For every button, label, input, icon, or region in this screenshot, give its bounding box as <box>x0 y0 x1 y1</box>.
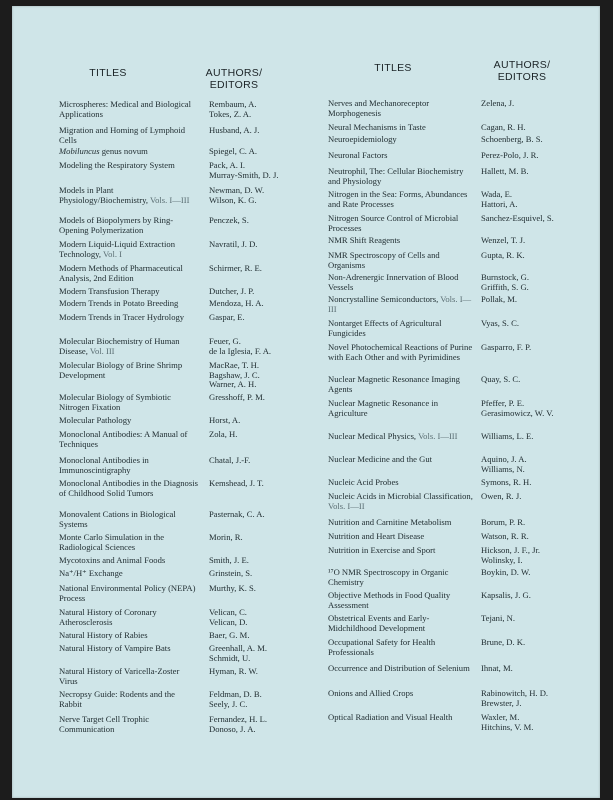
entry-title <box>59 337 199 356</box>
entry-title-text: Modern Trends in Potato Breeding <box>59 298 179 308</box>
entry-title-text: NMR Spectroscopy of Cells and Organisms <box>328 250 440 270</box>
entry-authors: Fernandez, H. L. Donoso, J. A. <box>209 714 267 734</box>
entry-title <box>328 455 474 465</box>
entry-authors: Wada, E. Hattori, A. <box>481 189 518 209</box>
entry-title <box>328 532 474 542</box>
entry-title-text: Nuclear Medical Physics, <box>328 431 417 441</box>
entry-authors: Gresshoff, P. M. <box>209 392 265 402</box>
entry-title <box>59 584 199 603</box>
entry-authors: Tejani, N. <box>481 613 516 623</box>
entry-title-text: Nucleic Acid Probes <box>328 477 399 487</box>
entry-title-text: Neuronal Factors <box>328 150 388 160</box>
entry-title-text: Nutrition and Carnitine Metabolism <box>328 517 452 527</box>
entry-title-text: Nuclear Magnetic Resonance in Agriculture <box>328 398 439 418</box>
entry-title-text: Monoclonal Antibodies in the Diagnosis of Childhood Solid Tumors <box>59 478 198 498</box>
entry-title-text: Objective Methods in Food Quality Assessment <box>328 590 451 610</box>
entry-title-text: Nitrogen Source Control of Microbial Processes <box>328 213 459 233</box>
entry-title-text: Modern Trends in Tracer Hydrology <box>59 312 185 322</box>
entry-title-text: Nuclear Medicine and the Gut <box>328 454 433 464</box>
entry-title <box>59 456 199 475</box>
entry-title <box>328 432 474 442</box>
entry-title <box>328 214 474 233</box>
entry-title <box>59 510 199 529</box>
entry-title <box>59 631 199 641</box>
entry-title-text: Models in Plant Physiology/Biochemistry, <box>59 185 148 205</box>
entry-title-text: Modern Liquid-Liquid Extraction Technology, <box>59 239 175 259</box>
entry-title-text: Nitrogen in the Sea: Forms, Abundances and Rate Processes <box>328 189 468 209</box>
entry-title-text: Molecular Pathology <box>59 415 132 425</box>
left-column <box>12 6 308 798</box>
entry-authors: Dutcher, J. P. <box>209 286 255 296</box>
entry-title <box>59 161 199 171</box>
entry-authors: Gasparro, F. P. <box>481 342 532 352</box>
left-authors-header: AUTHORS/ EDITORS <box>205 67 263 91</box>
entry-title <box>328 492 474 511</box>
entry-title <box>59 393 199 412</box>
entry-title-text: Nerves and Mechanoreceptor Morphogenesis <box>328 98 430 118</box>
entry-authors: Kapsalis, J. G. <box>481 590 531 600</box>
entry-authors: Pack, A. I. Murray-Smith, D. J. <box>209 160 279 180</box>
entry-title-text: Monoclonal Antibodies in Immunoscintigraphy <box>59 455 149 475</box>
entry-title <box>328 167 474 186</box>
entry-title <box>59 186 199 205</box>
entry-title-text: Na⁺/H⁺ Exchange <box>59 568 123 578</box>
entry-authors: Schirmer, R. E. <box>209 263 262 273</box>
right-titles-header: TITLES <box>374 62 412 74</box>
entry-title <box>59 100 199 119</box>
entry-title <box>328 123 474 133</box>
entry-authors: Grinstein, S. <box>209 568 253 578</box>
entry-title <box>59 608 199 627</box>
entry-title <box>328 135 474 145</box>
entry-title <box>59 313 199 323</box>
entry-title <box>328 518 474 528</box>
entry-title <box>59 430 199 449</box>
entry-authors: Greenhall, A. M. Schmidt, U. <box>209 643 267 663</box>
entry-title <box>59 126 199 145</box>
entry-title-text: Noncrystalline Semiconductors, <box>328 294 439 304</box>
entry-authors: Quay, S. C. <box>481 374 521 384</box>
entry-title <box>328 236 474 246</box>
entry-title <box>328 295 474 314</box>
entry-title-text: Neural Mechanisms in Taste <box>328 122 426 132</box>
entry-title-text: Non-Adrenergic Innervation of Blood Vessels <box>328 272 459 292</box>
entry-authors: Williams, L. E. <box>481 431 534 441</box>
entry-authors: Husband, A. J. <box>209 125 260 135</box>
entry-authors: Newman, D. W. Wilson, K. G. <box>209 185 265 205</box>
entry-title <box>59 479 199 498</box>
left-titles-header: TITLES <box>89 67 127 79</box>
entry-title <box>59 416 199 426</box>
entry-authors: Pfeffer, P. E. Gerasimowicz, W. V. <box>481 398 554 418</box>
entry-authors: Chatal, J.-F. <box>209 455 251 465</box>
entry-authors: Hyman, R. W. <box>209 666 258 676</box>
entry-authors: Pollak, M. <box>481 294 518 304</box>
entry-authors: Murthy, K. S. <box>209 583 256 593</box>
entry-title-text: Monte Carlo Simulation in the Radiological Sciences <box>59 532 165 552</box>
entry-authors: Perez-Polo, J. R. <box>481 150 539 160</box>
entry-title <box>59 569 199 579</box>
entry-title <box>328 343 474 362</box>
entry-title-text: Optical Radiation and Visual Health <box>328 712 453 722</box>
entry-title-text: ¹⁷O NMR Spectroscopy in Organic Chemistry <box>328 567 449 587</box>
entry-title-text: Models of Biopolymers by Ring-Opening Polymerization <box>59 215 174 235</box>
entry-authors: Velican, C. Velican, D. <box>209 607 248 627</box>
entry-title <box>328 664 474 674</box>
entry-authors: Gupta, R. K. <box>481 250 525 260</box>
entry-authors: Hickson, J. F., Jr. Wolinsky, I. <box>481 545 540 565</box>
entry-title <box>328 375 474 394</box>
entry-title-text: Natural History of Varicella-Zoster Virus <box>59 666 180 686</box>
entry-title-text: Modeling the Respiratory System <box>59 160 175 170</box>
entry-title-text: Modern Transfusion Therapy <box>59 286 160 296</box>
entry-title-text: Nutrition in Exercise and Sport <box>328 545 436 555</box>
entry-authors: Burnstock, G. Griffith, S. G. <box>481 272 529 292</box>
entry-title <box>59 299 199 309</box>
entry-title-text: Occupational Safety for Health Professionals <box>328 637 436 657</box>
entry-title-text: Mycotoxins and Animal Foods <box>59 555 166 565</box>
entry-title <box>328 568 474 587</box>
entry-authors: MacRae, T. H. Bagshaw, J. C. Warner, A. H. <box>209 360 260 390</box>
entry-volumes: Vols. I—III <box>328 294 472 314</box>
entry-title-text: Novel Photochemical Reactions of Purine with Each Other and with Pyrimidines <box>328 342 473 362</box>
entry-title-text: Natural History of Vampire Bats <box>59 643 171 653</box>
entry-title <box>328 99 474 118</box>
entry-title-text: Neuroepidemiology <box>328 134 397 144</box>
entry-title-text: National Environmental Policy (NEPA) Process <box>59 583 196 603</box>
entry-authors: Owen, R. J. <box>481 491 522 501</box>
entry-title-text: Monovalent Cations in Biological Systems <box>59 509 176 529</box>
entry-title <box>328 319 474 338</box>
entry-title-text: NMR Shift Reagents <box>328 235 401 245</box>
entry-title-text: Onions and Allied Crops <box>328 688 414 698</box>
entry-authors: Symons, R. H. <box>481 477 532 487</box>
entry-title <box>59 715 199 734</box>
entry-authors: Cagan, R. H. <box>481 122 526 132</box>
entry-title <box>59 556 199 566</box>
entry-volumes: Vols. I—II <box>328 500 365 511</box>
entry-volumes: Vol. III <box>89 345 115 356</box>
entry-authors: Gaspar, E. <box>209 312 245 322</box>
entry-authors: Sanchez-Esquivel, S. <box>481 213 554 223</box>
entry-title <box>59 216 199 235</box>
entry-authors: Rembaum, A. Tokes, Z. A. <box>209 99 257 119</box>
entry-authors: Waxler, M. Hitchins, V. M. <box>481 712 534 732</box>
entry-title-text: Necropsy Guide: Rodents and the Rabbit <box>59 689 175 709</box>
right-authors-header: AUTHORS/ EDITORS <box>493 59 551 83</box>
entry-title <box>328 713 474 723</box>
entry-authors: Navratil, J. D. <box>209 239 258 249</box>
entry-volumes: Vols. I—III <box>418 431 458 441</box>
entry-authors: Boykin, D. W. <box>481 567 531 577</box>
entry-title <box>328 273 474 292</box>
entry-title-text: Nutrition and Heart Disease <box>328 531 425 541</box>
entry-authors: Wenzel, T. J. <box>481 235 526 245</box>
entry-title-text: Monoclonal Antibodies: A Manual of Techniques <box>59 429 188 449</box>
entry-authors: Aquino, J. A. Williams, N. <box>481 454 527 474</box>
entry-authors: Feldman, D. B. Seely, J. C. <box>209 689 262 709</box>
entry-authors: Zola, H. <box>209 429 238 439</box>
entry-title <box>328 151 474 161</box>
entry-title-text: Nontarget Effects of Agricultural Fungicides <box>328 318 442 338</box>
entry-title <box>59 690 199 709</box>
entry-title <box>328 638 474 657</box>
entry-title-text: Natural History of Coronary Atherosclerosis <box>59 607 157 627</box>
entry-title-text: Natural History of Rabies <box>59 630 148 640</box>
right-column <box>308 6 600 798</box>
entry-title-text: Molecular Biology of Brine Shrimp Development <box>59 360 183 380</box>
entry-authors: Pasternak, C. A. <box>209 509 265 519</box>
entry-authors: Baer, G. M. <box>209 630 250 640</box>
entry-volumes: Vol. I <box>103 248 122 259</box>
entry-title-text: Nerve Target Cell Trophic Communication <box>59 714 150 734</box>
entry-title-text: Migration and Homing of Lymphoid Cells <box>59 125 186 145</box>
entry-title-text: Nucleic Acids in Microbial Classification, <box>328 491 473 501</box>
entry-title <box>328 546 474 556</box>
entry-authors: Penczek, S. <box>209 215 249 225</box>
entry-title-text: Molecular Biochemistry of Human Disease, <box>59 336 180 356</box>
entry-title <box>328 614 474 633</box>
entry-authors: Spiegel, C. A. <box>209 146 257 156</box>
entry-title <box>328 478 474 488</box>
entry-title <box>328 591 474 610</box>
entry-title <box>328 190 474 209</box>
entry-authors: Horst, A. <box>209 415 241 425</box>
entry-authors: Rabinowitch, H. D. Brewster, J. <box>481 688 549 708</box>
entry-title-text: Microspheres: Medical and Biological Applications <box>59 99 191 119</box>
entry-authors: Feuer, G. de la Iglesia, F. A. <box>209 336 272 356</box>
entry-title <box>328 399 474 418</box>
entry-title-text: genus novum <box>99 146 148 156</box>
entry-title <box>59 240 199 259</box>
entry-authors: Watson, R. R. <box>481 531 529 541</box>
catalog-page <box>12 6 600 798</box>
entry-title-text: Occurrence and Distribution of Selenium <box>328 663 470 673</box>
entry-title-text: Molecular Biology of Symbiotic Nitrogen Fixation <box>59 392 171 412</box>
entry-authors: Hallett, M. B. <box>481 166 529 176</box>
entry-authors: Borum, P. R. <box>481 517 526 527</box>
entry-authors: Ihnat, M. <box>481 663 513 673</box>
entry-authors: Mendoza, H. A. <box>209 298 264 308</box>
entry-volumes: Vols. I—III <box>149 194 190 205</box>
entry-title <box>328 251 474 270</box>
entry-title-text: Modern Methods of Pharmaceutical Analysis, 2nd Edition <box>59 263 183 283</box>
entry-authors: Morin, R. <box>209 532 243 542</box>
entry-title-text: Neutrophil, The: Cellular Biochemistry and Physiology <box>328 166 464 186</box>
entry-title <box>59 264 199 283</box>
entry-authors: Zelena, J. <box>481 98 515 108</box>
entry-authors: Brune, D. K. <box>481 637 526 647</box>
entry-title <box>59 147 199 157</box>
entry-title <box>59 644 199 654</box>
entry-title-italic: Mobiluncus <box>59 146 100 156</box>
entry-title <box>59 361 199 380</box>
entry-title <box>59 667 199 686</box>
entry-authors: Vyas, S. C. <box>481 318 519 328</box>
entry-authors: Smith, J. E. <box>209 555 249 565</box>
entry-title-text: Obstetrical Events and Early-Midchildhood Development <box>328 613 430 633</box>
entry-title <box>59 533 199 552</box>
entry-authors: Kemshead, J. T. <box>209 478 264 488</box>
entry-title <box>328 689 474 699</box>
entry-title-text: Nuclear Magnetic Resonance Imaging Agents <box>328 374 460 394</box>
entry-title <box>59 287 199 297</box>
entry-authors: Schoenberg, B. S. <box>481 134 543 144</box>
